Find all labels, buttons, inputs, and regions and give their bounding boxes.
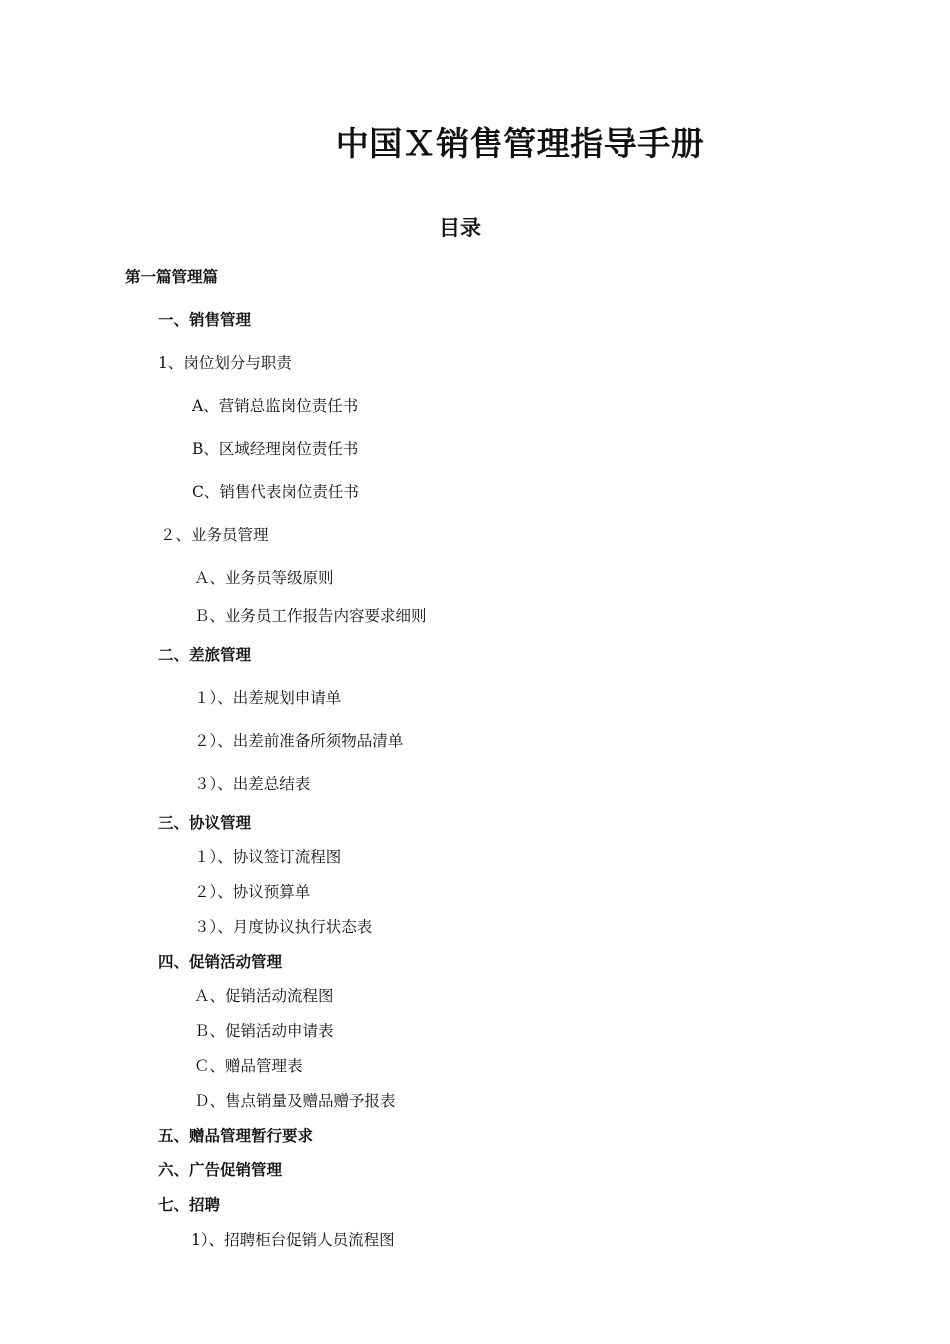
toc-section-heading: 五、赠品管理暂行要求 bbox=[158, 1127, 314, 1145]
toc-item: Ａ、促销活动流程图 bbox=[194, 987, 334, 1005]
toc-item: Ｂ、促销活动申请表 bbox=[194, 1022, 334, 1040]
toc-section-heading: 六、广告促销管理 bbox=[158, 1161, 283, 1179]
document-title: 中国Ｘ销售管理指导手册 bbox=[335, 124, 705, 163]
toc-section-heading: 二、差旅管理 bbox=[158, 646, 252, 664]
toc-item: B、区域经理岗位责任书 bbox=[192, 440, 359, 458]
toc-subsection: 1、岗位划分与职责 bbox=[158, 354, 292, 372]
toc-subsection: ２、业务员管理 bbox=[160, 526, 269, 544]
toc-item: 1）、招聘柜台促销人员流程图 bbox=[191, 1231, 395, 1249]
toc-section-heading: 一、销售管理 bbox=[158, 311, 252, 329]
toc-item: １）、协议签订流程图 bbox=[194, 848, 342, 866]
toc-item: １）、出差规划申请单 bbox=[194, 689, 342, 707]
toc-item: Ｂ、业务员工作报告内容要求细则 bbox=[194, 607, 427, 625]
toc-item: C、销售代表岗位责任书 bbox=[192, 483, 359, 501]
toc-item: ２）、协议预算单 bbox=[194, 883, 311, 901]
toc-heading: 目录 bbox=[439, 216, 481, 240]
toc-item: ２）、出差前准备所须物品清单 bbox=[194, 732, 404, 750]
toc-section-heading: 四、促销活动管理 bbox=[158, 953, 283, 971]
toc-section-heading: 三、协议管理 bbox=[158, 814, 252, 832]
toc-part-heading: 第一篇管理篇 bbox=[125, 268, 219, 286]
toc-item: Ｄ、售点销量及赠品赠予报表 bbox=[194, 1092, 396, 1110]
toc-item: ３）、月度协议执行状态表 bbox=[194, 918, 373, 936]
toc-item: ３）、出差总结表 bbox=[194, 775, 311, 793]
toc-section-heading: 七、招聘 bbox=[158, 1196, 221, 1214]
toc-item: Ａ、业务员等级原则 bbox=[194, 569, 334, 587]
toc-item: A、营销总监岗位责任书 bbox=[192, 397, 359, 415]
toc-item: Ｃ、赠品管理表 bbox=[194, 1057, 303, 1075]
